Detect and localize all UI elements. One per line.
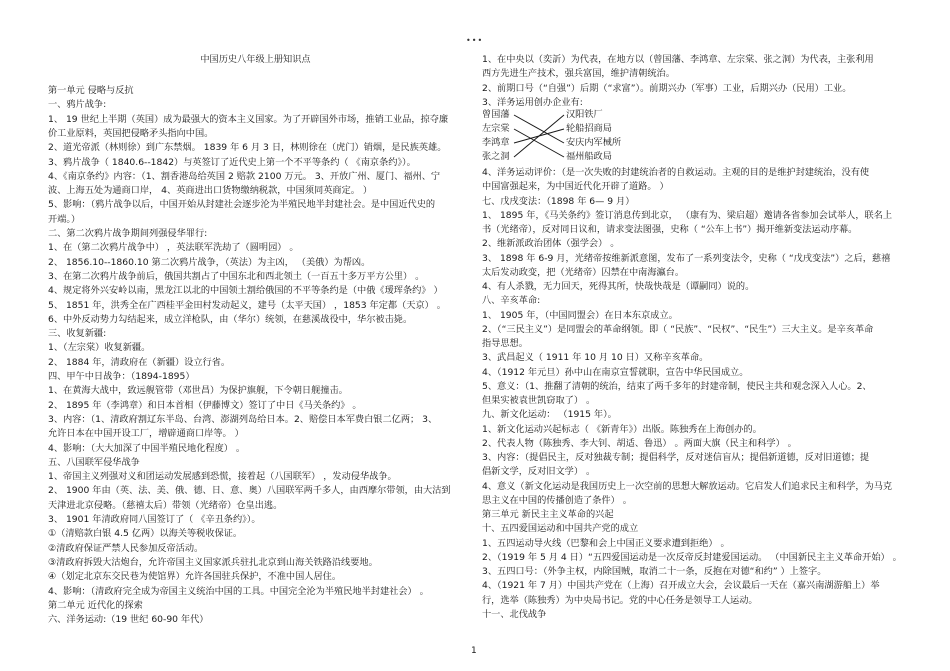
- text-line: 1、五四运动导火线（巴黎和会上中国正义要求遭到拒绝） 。: [482, 537, 730, 549]
- text-line: 太后发动政变，把（光绪帝）囚禁在中南海瀛台。: [482, 266, 685, 278]
- text-line: 八、辛亥革命:: [482, 295, 541, 307]
- text-line: 七、戊戌变法：（1898 年 6— 9 月）: [482, 195, 635, 207]
- text-line: 四、甲午中日战争：（1894-1895）: [48, 371, 195, 382]
- diagram-enterprise: 轮船招商局: [566, 123, 612, 134]
- text-line: 1、（左宗棠）收复新疆。: [48, 342, 151, 354]
- page-number: 1: [471, 646, 477, 656]
- text-line: 西方先进生产技术，强兵富国，维护清朝统治。: [482, 68, 675, 80]
- text-line: 1、在中央以（奕訢）为代表，在地方以（曾国藩、李鸿章、左宗棠、张之洞）为代表，主张利用: [482, 54, 874, 65]
- diagram-enterprise: 汉阳铁厂: [566, 109, 603, 120]
- text-line: ①（清赔款白银 4.5 亿两）以海关等税收保证。: [48, 528, 243, 540]
- diagram-enterprise: 安庆内军械所: [566, 137, 622, 148]
- text-line: 2、道光帝派（林则徐）到广东禁烟。 1839 年 6 月 3 日，林则徐在（虎门）销烟，是民族英雄。: [48, 142, 447, 154]
- text-line: 2、 1895 年（李鸿章）和日本首相（伊藤博文）签订了中日《马关条约》 。: [48, 399, 362, 411]
- matching-line: [514, 115, 564, 143]
- text-line: 2、代表人物（陈独秀、李大钊、胡适、鲁迅） 。两面大旗（民主和科学） 。: [482, 437, 797, 449]
- text-line: 1、帝国主义列强对义和团运动发展感到恐慌，接着起（八国联军） ，发动侵华战争。: [48, 471, 397, 483]
- text-line: 3、五四口号：（外争主权，内除国贼，取消二十一条，反抱在对德“和约” ）上签字。: [482, 566, 827, 577]
- text-line: 第三单元 新民主主义革命的兴起: [482, 509, 614, 520]
- text-line: 5、影响：（鸦片战争以后，中国开始从封建社会逐步沦为半殖民地半封建社会。是中国近代史的: [48, 199, 436, 211]
- text-line: 十、五四爱国运动和中国共产党的成立: [482, 523, 639, 535]
- matching-lines: [508, 109, 568, 165]
- text-line: 五、八国联军侵华战争: [48, 456, 140, 468]
- diagram-person: 左宗棠: [482, 123, 510, 134]
- text-line: 第一单元 侵略与反抗: [48, 85, 134, 96]
- text-line: 指导思想。: [482, 338, 528, 349]
- text-line: 天津进北京侵略。（慈禧太后）带领（光绪帝）仓皇出逃。: [48, 499, 283, 511]
- matching-line: [514, 115, 564, 157]
- text-line: 4、规定将外兴安岭以南，黑龙江以北的中国领土割给俄国的不平等条约是（中俄《瑷珲条约》 ）: [48, 285, 443, 297]
- text-line: 3、 1898 年 6-9 月，光绪帝按维新派意图，发布了一系列变法令，史称（ “戊戌变法”）之后，慈禧: [482, 252, 891, 264]
- text-line: 倡新文学，反对旧文学） 。: [482, 466, 596, 478]
- text-line: 开端。）: [48, 213, 81, 225]
- text-line: 中国富强起来，为中国近代化开辟了道路。 ）: [482, 181, 669, 193]
- text-line: 2、（“三民主义”）是同盟会的革命纲领。即（ “民族”、“民权”、“民生”）三大主义。是辛亥革命: [482, 323, 874, 335]
- text-line: 十一、北伐战争: [482, 608, 547, 620]
- text-line: ②清政府保证严禁人民参加反帝活动。: [48, 542, 204, 554]
- text-line: 4、洋务运动评价：（是一次失败的封建统治者的自救运动。主观的目的是维护封建统治，没有使: [482, 167, 870, 178]
- text-line: 第二单元 近代化的探索: [48, 599, 143, 611]
- text-line: 4、影响：（清政府完全成为帝国主义统治中国的工具。中国完全沦为半殖民地半封建社会） 。: [48, 585, 429, 597]
- text-line: ③清政府拆毁大沽炮台，允许帝国主义国家派兵驻扎北京到山海关铁路沿线要地。: [48, 556, 378, 568]
- text-line: 3、武昌起义（ 1911 年 10 月 10 日）又称辛亥革命。: [482, 352, 709, 364]
- text-line: 1、新文化运动兴起标志（ 《新青年》）出版。陈独秀在上海创办的。: [482, 423, 762, 435]
- matching-line: [514, 129, 564, 157]
- text-line: 九、新文化运动： （1915 年）。: [482, 409, 617, 421]
- text-line: 2、 1900 年由（英、法、美、俄、德、日、意、奥）八国联军两千多人，由西摩尔带领，由大沽到: [48, 485, 451, 497]
- text-line: 1、在黄海大战中，致远舰管带（邓世昌）为保护旗舰，下令朝日舰撞击。: [48, 385, 348, 397]
- text-line: 6、中外反动势力勾结起来，成立洋枪队，由（华尔）统领，在慈溪战役中，华尔被击毙。: [48, 313, 413, 325]
- text-line: 行，选举（陈独秀）为中央局书记。党的中心任务是领导工人运动。: [482, 594, 758, 606]
- text-line: 1、 1905 年，（中国同盟会）在日本东京成立。: [482, 309, 678, 321]
- text-line: 5、意义：（1、推翻了清朝的统治，结束了两千多年的封建帝制，使民主共和观念深入人心。2、: [482, 380, 872, 392]
- text-line: 2、前期口号（“自强”）后期（“求富”）。前期兴办（军事）工业，后期兴办（民用）工业。: [482, 82, 852, 94]
- text-line: 二、第二次鸦片战争期间列强侵华罪行:: [48, 228, 208, 239]
- document-title: 中国历史八年级上册知识点: [200, 54, 311, 65]
- enterprise-matching-diagram: [482, 109, 702, 161]
- text-line: 2、（1919 年 5 月 4 日）“五四爱国运动是一次反帝反封建爱国运动。 （中国新民主主义革命开始） 。: [482, 551, 902, 563]
- text-line: 3、内容：（提倡民主，反对独裁专制；提倡科学，反对迷信盲从；提倡新道德，反对旧道德；提: [482, 452, 870, 463]
- text-line: 3、内容：（1、清政府割辽东半岛、台湾、澎湖列岛给日本。2、赔偿日本军费白银二亿两； 3、: [48, 413, 438, 425]
- text-line: 3、鸦片战争（ 1840.6--1842）与英签订了近代史上第一个不平等条约（ 《南京条约》）。: [48, 156, 416, 168]
- text-line: 思主义在中国的传播创造了条件） 。: [482, 494, 632, 506]
- diagram-enterprise: 福州船政局: [566, 151, 612, 162]
- text-line: 但果实被袁世凯窃取了） 。: [482, 395, 596, 406]
- text-line: 2、 1884 年，清政府在（新疆）设立行省。: [48, 356, 231, 368]
- text-line: ④（划定北京东交民巷为使馆界）允许各国驻兵保护，不准中国人居住。: [48, 571, 342, 583]
- text-line: 价工业原料，英国把侵略矛头指向中国。: [48, 127, 214, 139]
- text-line: 1、 19 世纪上半期（英国）成为最强大的资本主义国家。为了开辟国外市场，推销工业品，掠夺廉: [48, 113, 449, 125]
- diagram-person: 曾国藩: [482, 109, 510, 120]
- text-line: 1、 1895 年，《马关条约》签订消息传到北京， （康有为、梁启超）邀请各省参加会试举人，联名上: [482, 209, 893, 221]
- text-line: 4、意义（新文化运动是我国历史上一次空前的思想大解放运动。它启发人们追求民主和科学，为马克: [482, 480, 893, 492]
- text-line: 一、鸦片战争:: [48, 99, 107, 111]
- text-line: 4、影响：（大大加深了中国半殖民地化程度） 。: [48, 442, 246, 454]
- text-line: 3、在第二次鸦片战争前后，俄国共割占了中国东北和西北领土（一百五十多万平方公里） 。: [48, 270, 425, 282]
- text-line: 波、上海五处为通商口岸， 4、英商进出口货物缴纳税款，中国须同英商定。 ）: [48, 185, 373, 197]
- diagram-person: 张之洞: [482, 151, 510, 162]
- text-line: 4、有人杀戮，无力回天，死得其所，快哉快哉是（谭嗣同）说的。: [482, 281, 755, 292]
- text-line: 书（光绪帝），反对同日议和，请求变法图强，史称（ “公车上书”）揭开维新变法运动序幕。: [482, 224, 858, 235]
- text-line: 3、 1901 年清政府同八国签订了（ 《辛丑条约》）。: [48, 514, 261, 525]
- text-line: 2、维新派政治团体（强学会） 。: [482, 238, 620, 250]
- text-line: 4、《南京条约》内容：（1、割香港岛给英国 2 赔款 2100 万元。 3、开放广州、厦门、福州、宁: [48, 170, 441, 182]
- text-line: 1、在（第二次鸦片战争中） ，英法联军洗劫了（圆明园） 。: [48, 242, 299, 254]
- text-line: 三、收复新疆:: [48, 328, 107, 340]
- text-line: 允许日本在中国开设工厂，增辟通商口岸等。 ）: [48, 428, 244, 440]
- text-line: 4、（1921 年 7 月）中国共产党在（上海）召开成立大会，会议最后一天在（嘉兴南湖游船上）举: [482, 580, 880, 592]
- text-line: 5、 1851 年，洪秀全在广西桂平金田村发动起义，建号（太平天国） ，1853 年定都（天京） 。: [48, 299, 446, 311]
- page-marker: •••: [466, 36, 484, 45]
- text-line: 3、洋务运用创办企业有:: [482, 96, 583, 108]
- diagram-person: 李鸿章: [482, 137, 510, 148]
- text-line: 六、洋务运动:（19 世纪 60-90 年代）: [48, 614, 209, 626]
- text-line: 2、 1856.10--1860.10 第二次鸦片战争，（英法）为主凶， （美俄）为帮凶。: [48, 256, 371, 268]
- text-line: 4、（1912 年元旦）孙中山在南京宣誓就职，宣告中华民国成立。: [482, 366, 749, 378]
